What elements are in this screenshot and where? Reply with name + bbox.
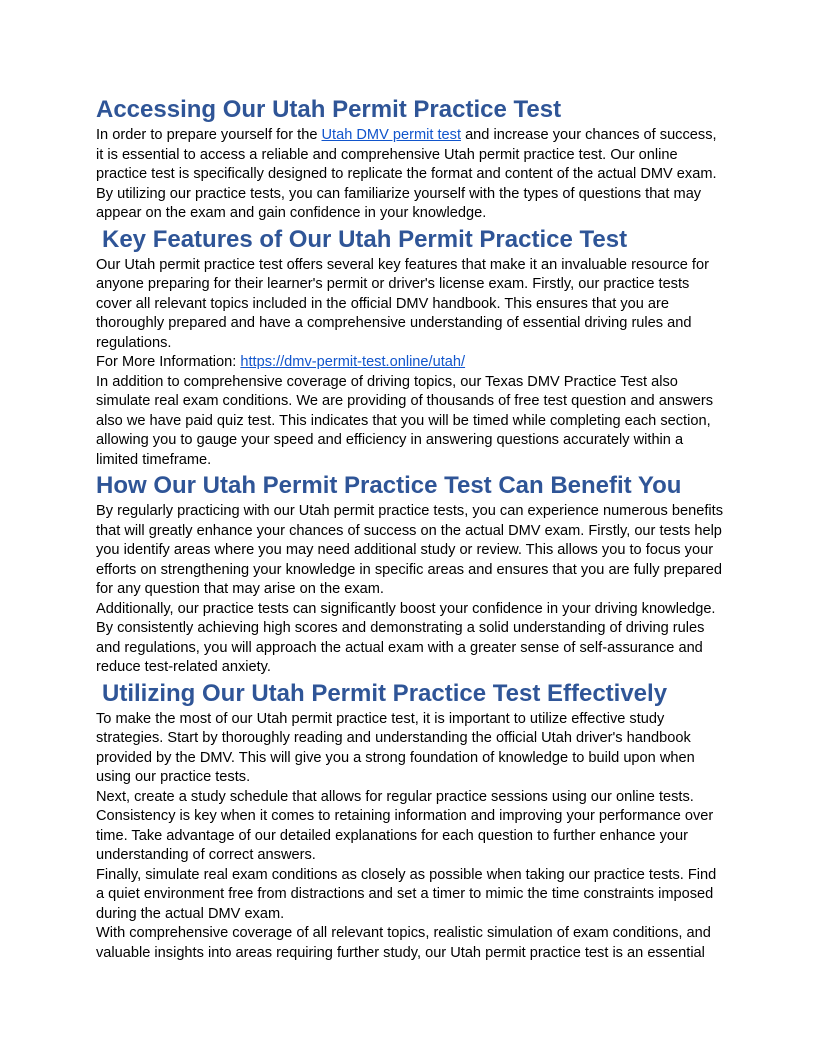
utah-dmv-permit-test-link[interactable]: Utah DMV permit test	[321, 127, 462, 143]
section-heading-utilizing: Utilizing Our Utah Permit Practice Test Effectively	[102, 679, 668, 707]
more-info-line	[96, 353, 726, 373]
section-heading-benefit: How Our Utah Permit Practice Test Can Benefit You	[96, 472, 682, 499]
paragraph-utilizing-4: With comprehensive coverage of all relevant topics, realistic simulation of exam conditions, and valuable insights into areas requiring further study, our Utah permit practice test is an essential	[96, 925, 711, 961]
paragraph-utilizing-3: Finally, simulate real exam conditions as closely as possible when taking our practice tests. Find a quiet environment free from distractions and set a timer to mimic the time constraints imposed during the actual DMV exam.	[96, 866, 717, 922]
paragraph-utilizing-2: Next, create a study schedule that allows for regular practice sessions using our online tests. Consistency is key when it comes to retaining information and improving your performance over time. Take advantage of our detailed explanations for each question to further enhance your understanding of correct answers.	[96, 788, 714, 863]
paragraph-key-features-1: Our Utah permit practice test offers several key features that make it an invaluable resource for anyone preparing for their learner's permit or driver's license exam. Firstly, our practice tests cover all relevant topics included in the official DMV handbook. This ensures that you are thoroughly prepared and have a comprehensive understanding of essential driving rules and regulations.	[96, 256, 709, 351]
text-segment: In order to prepare yourself for the	[96, 127, 322, 143]
paragraph-benefit-1: By regularly practicing with our Utah permit practice tests, you can experience numerous benefits that will greatly enhance your chances of success on the actual DMV exam. Firstly, our tests help you identify areas where you may need additional study or review. This allows you to focus your efforts on strengthening your knowledge in specific areas and ensures that you are fully prepared for any question that may arise on the exam.	[96, 503, 724, 597]
paragraph-benefit-2: Additionally, our practice tests can significantly boost your confidence in your driving knowledge. By consistently achieving high scores and demonstrating a solid understanding of driving rules and regulations, you will approach the actual exam with a greater sense of self-assurance and reduce test-related anxiety.	[96, 600, 716, 675]
paragraph-utilizing-1: To make the most of our Utah permit practice test, it is important to utilize effective study strategies. Start by thoroughly reading and understanding the official Utah driver's handbook provided by the DMV. This will give you a strong foundation of knowledge to build upon when using our practice tests.	[96, 710, 695, 785]
text-segment: and increase your chances of success, it is essential to access a reliable and comprehensive Utah permit practice test. Our online practice test is specifically designed to replicate the format and content of the actual DMV exam. By utilizing our practice tests, you can familiarize yourself with the types of questions that may appear on the exam and gain confidence in your knowledge.	[96, 127, 717, 221]
document-page	[96, 94, 726, 963]
section-heading-accessing: Accessing Our Utah Permit Practice Test	[96, 96, 562, 123]
paragraph-accessing	[96, 126, 726, 224]
section-heading-key-features: Key Features of Our Utah Permit Practice Test	[102, 225, 628, 253]
more-info-label: For More Information:	[96, 354, 241, 370]
more-info-link[interactable]: https://dmv-permit-test.online/utah/	[240, 354, 466, 370]
paragraph-key-features-2: In addition to comprehensive coverage of driving topics, our Texas DMV Practice Test also simulate real exam conditions. We are providing of thousands of free test question and answers also we have paid quiz test. This indicates that you will be timed while completing each section, allowing you to gauge your speed and efficiency in answering questions accurately within a limited timeframe.	[96, 373, 714, 468]
